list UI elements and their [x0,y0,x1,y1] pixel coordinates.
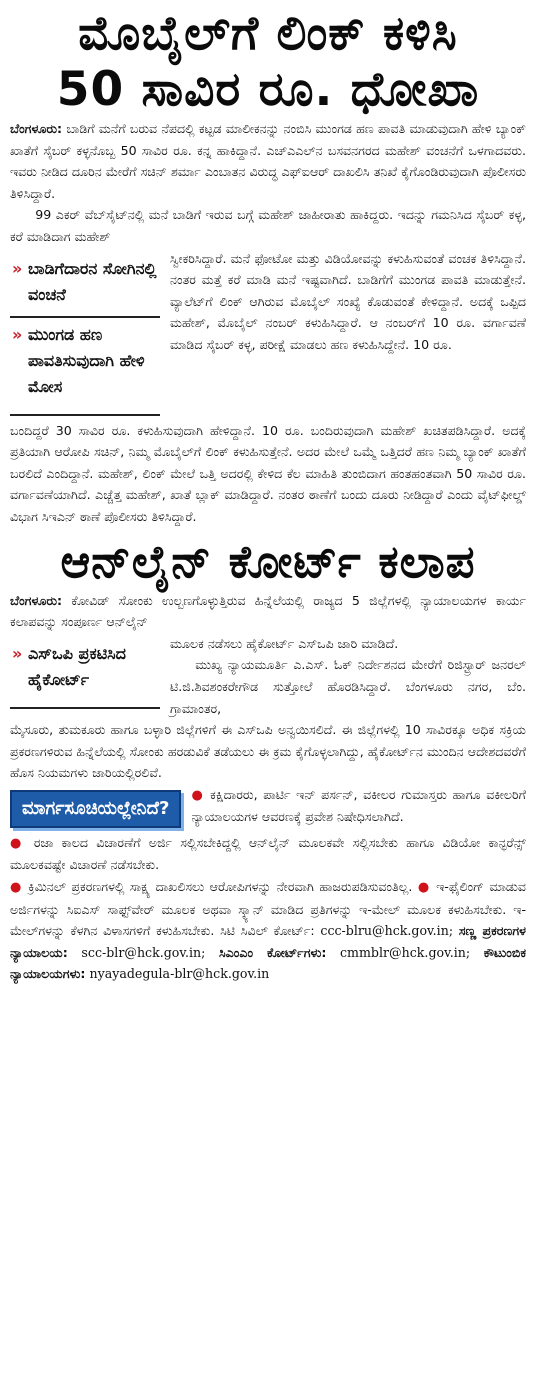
article2-dateline: ಬೆಂಗಳೂರು: [10,592,63,608]
article1-para2-wrap: ಸ್ವೀಕರಿಸಿದ್ದಾರೆ. ಮನೆ ಫೋಟೋ ಮತ್ತು ವಿಡಿಯೋವನ್ನು ಕಳುಹಿಸುವಂತೆ ವಂಚಕ ತಿಳಿಸಿದ್ದಾನೆ. ನಂತರ ಮತ್ತೆ ಕರೆ ಮಾಡಿ ಮನೆ ಇಷ್ಟವಾಗಿದೆ. ಬಾಡಿಗೆಗೆ ಮುಂಗಡ ಪಾವತಿ ಮಾಡುತ್ತೇನೆ. ವ್ಯಾಲೆಟ್‌ಗೆ ಲಿಂಕ್ ಆಗಿರುವ ಮೊಬೈಲ್ ಸಂಖ್ಯೆ ಕೊಡುವಂತೆ ಕೇಳಿದ್ದಾನೆ. ಅದಕ್ಕೆ ಒಪ್ಪಿದ ಮಹೇಶ್, ಮೊಬೈಲ್ ನಂಬರ್ ಕಳುಹಿಸಿದ್ದಾರೆ. ಆ ನಂಬರ್‌ಗೆ 10 ರೂ. ವರ್ಗಾವಣೆ ಮಾಡಿದ ಸೈಬರ್ ಕಳ್ಳ, ಪರೀಕ್ಷೆ ಮಾಡಲು ಹಣ ಕಳುಹಿಸಿದ್ದೇನೆ. 10 ರೂ. [170,250,526,352]
guideline-4-text: ಇ-ಫೈಲಿಂಗ್ ಮಾಡುವ ಅರ್ಜಿಗಳನ್ನು ಸಿಐಎಸ್ ಸಾಫ್ಟ್‌ವೇರ್ ಮೂಲಕ ಅಥವಾ ಸ್ಕ್ಯಾನ್ ಮಾಡಿದ ಪ್ರತಿಗಳನ್ನು ಇ-ಮೇಲ್ ಮೂಲಕ ಕಳುಹಿಸಬೇಕು. ಇ-ಮೇಲ್‌ಗಳನ್ನು ಕೆಳಗಿನ ವಿಳಾಸಗಳಿಗೆ ಕಳುಹಿಸಬೇಕು. ಸಿಟಿ ಸಿವಿಲ್ ಕೋರ್ಟ್: [10,879,526,939]
guideline-2 [10,832,526,876]
email-city-civil-court[interactable]: ccc-blru@hck.gov.in; [320,923,454,939]
article2-headline: ಆನ್‌ಲೈನ್ ಕೋರ್ಟ್ ಕಲಾಪ [60,534,476,588]
article2-wrap [0,633,536,719]
cmm-courts-label: ಸಿಎಂಎಂ ಕೋರ್ಟ್‌ಗಳು: [219,944,327,960]
article1-sidebar-text-2: ಮುಂಗಡ ಹಣ ಪಾವತಿಸುವುದಾಗಿ ಹೇಳಿ ಮೋಸ [28,324,145,396]
article1-sidebar [10,252,160,416]
article2-sidebar [10,637,160,709]
guideline-3-4 [10,876,526,985]
article1-para2-pre: 99 ಎಕರ್ ವೆಬ್‌ಸೈಟ್‌ನಲ್ಲಿ ಮನೆ ಬಾಡಿಗೆ ಇರುವ ಬಗ್ಗೆ ಮಹೇಶ್ ಜಾಹೀರಾತು ಹಾಕಿದ್ದರು. ಇದನ್ನು ಗಮನಿಸಿದ ಸೈಬರ್ ಕಳ್ಳ, ಕರೆ ಮಾಡಿದಾಗ ಮಹೇಶ್ [10,207,526,244]
article2-sidebar-item [10,641,160,693]
article2-para1 [0,590,536,633]
sidebar-divider [10,316,160,318]
chevron-right-icon: » [12,258,23,278]
article2-sidebar-text: ಎಸ್‌ಒಪಿ ಪ್ರಕಟಿಸಿದ ಹೈಕೋರ್ಟ್ [28,643,126,689]
article1-sidebar-item [10,256,160,308]
bullet-dot-icon: ● [10,835,26,851]
article2-para1-pre: ಕೋವಿಡ್ ಸೋಂಕು ಉಲ್ಬಣಗೊಳ್ಳುತ್ತಿರುವ ಹಿನ್ನೆಲೆಯಲ್ಲಿ ರಾಜ್ಯದ 5 ಜಿಲ್ಲೆಗಳಲ್ಲಿ ನ್ಯಾಯಾಲಯಗಳ ಕಾರ್ಯ ಕಲಾಪವನ್ನು ಸಂಪೂರ್ಣ ಆನ್‌ಲೈನ್ [10,592,526,630]
chevron-right-icon: » [12,643,23,663]
guidelines-heading-box: ಮಾರ್ಗಸೂಚಿಯಲ್ಲೇನಿದೆ? [10,790,181,828]
article1-para1-text: ಬಾಡಿಗೆ ಮನೆಗೆ ಬರುವ ನೆಪದಲ್ಲಿ ಕಟ್ಟಡ ಮಾಲೀಕನನ್ನು ನಂಬಿಸಿ ಮುಂಗಡ ಹಣ ಪಾವತಿ ಮಾಡುವುದಾಗಿ ಹೇಳಿ ಬ್ಯಾಂಕ್ ಖಾತೆಗೆ ಸೈಬರ್ ಕಳ್ಳನೊಬ್ಬ 50 ಸಾವಿರ ರೂ. ಕನ್ನ ಹಾಕಿದ್ದಾನೆ. ಎಚ್‌ಎಎಲ್‌ನ ಬಸವನಗರದ ಮಹೇಶ್ ವಂಚನೆಗೆ ಒಳಗಾದವರು. ಇವರು ನೀಡಿದ ದೂರಿನ ಮೇರೆಗೆ ಸಚಿನ್ ಶರ್ಮಾ ಎಂಬಾತನ ವಿರುದ್ಧ ಎಫ್‌ಐಆರ್ ದಾಖಲಿಸಿ ತನಿಖೆ ಕೈಗೊಂಡಿರುವುದಾಗಿ ಪೊಲೀಸರು ತಿಳಿಸಿದ್ದಾರೆ. [10,121,526,201]
guideline-2-text: ರಜಾ ಕಾಲದ ವಿಚಾರಣೆಗೆ ಅರ್ಜಿ ಸಲ್ಲಿಸಬೇಕಿದ್ದಲ್ಲಿ ಆನ್‌ಲೈನ್ ಮೂಲಕವೇ ಸಲ್ಲಿಸಬೇಕು ಹಾಗೂ ವಿಡಿಯೋ ಕಾನ್ಫರೆನ್ಸ್ ಮೂಲಕವಷ್ಟೇ ವಿಚಾರಣೆ ನಡೆಸಬೇಕು. [10,834,526,873]
article-online-court [0,534,536,986]
article1-wrap [0,248,536,420]
article1-headline-line2: 50 ಸಾವಿರ ರೂ. ಧೋಖಾ [56,62,480,117]
guideline-1-text: ಕಕ್ಷಿದಾರರು, ಪಾರ್ಟಿ ಇನ್ ಪರ್ಸನ್, ವಕೀಲರ ಗುಮಾಸ್ತರು ಹಾಗೂ ವಕೀಲರಿಗೆ ನ್ಯಾಯಾಲಯಗಳ ಆವರಣಕ್ಕೆ ಪ್ರವೇಶ ನಿಷೇಧಿಸಲಾಗಿದೆ. [191,786,526,825]
article1-dateline: ಬೆಂಗಳೂರು: [10,121,63,136]
email-small-cases-court[interactable]: scc-blr@hck.gov.in; [81,944,206,960]
small-cases-court-label: ಸಣ್ಣ ಪ್ರಕರಣಗಳ ನ್ಯಾಯಾಲಯ: [10,923,526,960]
article1-headline-line1: ಮೊಬೈಲ್‌ಗೆ ಲಿಂಕ್ ಕಳಿಸಿ [78,6,458,61]
bullet-dot-icon: ● [191,787,205,803]
email-cmm-courts[interactable]: cmmblr@hck.gov.in; [340,944,471,960]
article1-para1 [0,118,536,204]
article1-sidebar-item [10,322,160,400]
article2-para1-wrap: ಮೂಲಕ ನಡೆಸಲು ಹೈಕೋರ್ಟ್ ಎಸ್‌ಒಪಿ ಜಾರಿ ಮಾಡಿದೆ. [170,635,399,651]
article1-para2-after: ಬಂದಿದ್ದರೆ 30 ಸಾವಿರ ರೂ. ಕಳುಹಿಸುವುದಾಗಿ ಹೇಳಿದ್ದಾನೆ. 10 ರೂ. ಬಂದಿರುವುದಾಗಿ ಮಹೇಶ್ ಖಚಿತಪಡಿಸಿದ್ದಾರೆ. ಅದಕ್ಕೆ ಪ್ರತಿಯಾಗಿ ಆರೋಪಿ ಸಚಿನ್, ನಿಮ್ಮ ಮೊಬೈಲ್‌ಗೆ ಲಿಂಕ್ ಕಳುಹಿಸುತ್ತೇನೆ. ಅದರ ಮೇಲೆ ಒಮ್ಮೆ ಒತ್ತಿದರೆ ಹಣ ನಿಮ್ಮ ಬ್ಯಾಂಕ್ ಖಾತೆಗೆ ಬರಲಿದೆ ಎಂದಿದ್ದಾನೆ. ಮಹೇಶ್, ಲಿಂಕ್ ಮೇಲೆ ಒತ್ತಿ ಅದರಲ್ಲಿ ಕೇಳಿದ ಕೆಲ ಮಾಹಿತಿ ತುಂಬಿದಾಗ ಹಂತಹಂತವಾಗಿ 50 ಸಾವಿರ ರೂ. ವರ್ಗಾವಣೆಯಾಗಿದೆ. ಎಚ್ಚೆತ್ತ ಮಹೇಶ್, ಖಾತೆ ಬ್ಲಾಕ್ ಮಾಡಿದ್ದಾರೆ. ನಂತರ ಠಾಣೆಗೆ ಬಂದು ದೂರು ನೀಡಿದ್ದಾರೆ ಎಂದು ವೈಟ್‌ಫೀಲ್ಡ್ ವಿಭಾಗ ಸಿಇಎನ್ ಠಾಣೆ ಪೊಲೀಸರು ತಿಳಿಸಿದ್ದಾರೆ. [10,422,526,524]
email-family-courts[interactable]: nyayadegula-blr@hck.gov.in [89,966,270,982]
article-cyber-fraud [0,0,536,528]
chevron-right-icon: » [12,324,23,344]
bullet-dot-icon: ● [10,880,23,896]
guideline-3-text: ಕ್ರಿಮಿನಲ್ ಪ್ರಕರಣಗಳಲ್ಲಿ ಸಾಕ್ಷ್ಯ ದಾಖಲಿಸಲು ಆರೋಪಿಗಳನ್ನು ನೇರವಾಗಿ ಹಾಜರುಪಡಿಸುವಂತಿಲ್ಲ. [28,879,413,895]
article1-sidebar-text-1: ಬಾಡಿಗೆದಾರನ ಸೋಗಿನಲ್ಲಿ ವಂಚನೆ [28,258,157,304]
family-courts-label: ಕೌಟುಂಬಿಕ ನ್ಯಾಯಾಲಯಗಳು: [10,944,526,982]
bullet-dot-icon: ● [417,880,431,896]
guidelines-section [0,784,536,985]
article2-para2-after: ಮೈಸೂರು, ತುಮಕೂರು ಹಾಗೂ ಬಳ್ಳಾರಿ ಜಿಲ್ಲೆಗಳಿಗೆ ಈ ಎಸ್‌ಒಪಿ ಅನ್ವಯಿಸಲಿದೆ. ಈ ಜಿಲ್ಲೆಗಳಲ್ಲಿ 10 ಸಾವಿರಕ್ಕೂ ಅಧಿಕ ಸಕ್ರಿಯ ಪ್ರಕರಣಗಳಿರುವ ಹಿನ್ನೆಲೆಯಲ್ಲಿ ಸೋಂಕು ಹರಡುವಿಕೆ ತಡೆಯಲು ಈ ಕ್ರಮ ಕೈಗೊಳ್ಳಲಾಗಿದ್ದು, ಹೈಕೋರ್ಟ್‌ನ ಮುಂದಿನ ಆದೇಶದವರೆಗೆ ಹೊಸ ನಿಯಮಗಳು ಜಾರಿಯಲ್ಲಿರಲಿವೆ. [10,722,526,781]
article2-para2-wrap: ಮುಖ್ಯ ನ್ಯಾಯಮೂರ್ತಿ ಎ.ಎಸ್. ಓಕ್ ನಿರ್ದೇಶನದ ಮೇರೆಗೆ ರಿಜಿಸ್ಟ್ರಾರ್ ಜನರಲ್ ಟಿ.ಜಿ.ಶಿವಶಂಕರೇಗೌಡ ಸುತ್ತೋಲೆ ಹೊರಡಿಸಿದ್ದಾರೆ. ಬೆಂಗಳೂರು ನಗರ, ಬೆಂ. ಗ್ರಾಮಾಂತರ, [170,657,526,716]
